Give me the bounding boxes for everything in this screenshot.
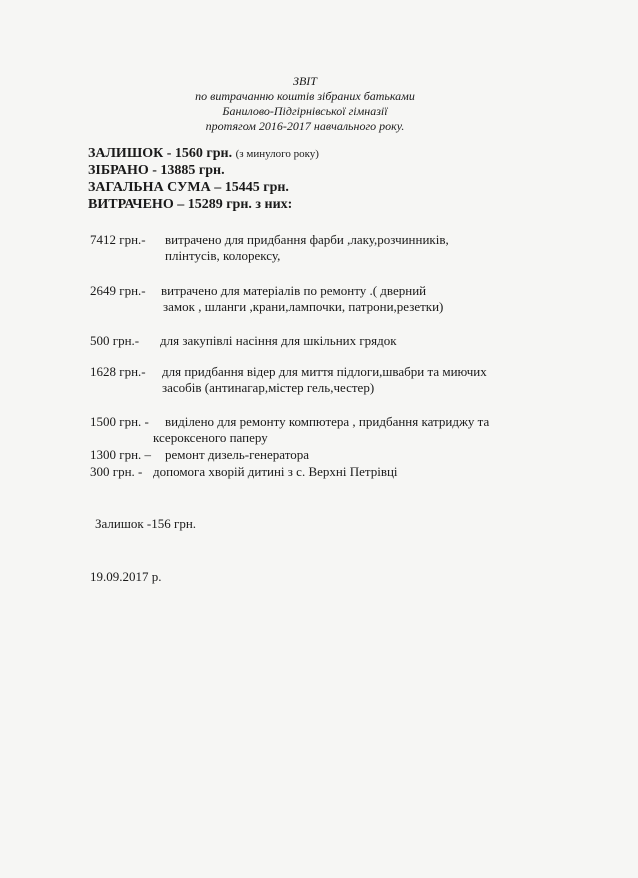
expense-amount: 300 грн. - <box>90 464 143 479</box>
expense-item <box>90 283 146 299</box>
expense-amount: 1500 грн. - <box>90 414 149 429</box>
expense-amount: 1628 грн.- <box>90 364 146 379</box>
expense-item <box>90 232 146 248</box>
report-date: 19.09.2017 р. <box>90 569 162 584</box>
report-title: ЗВІТ <box>293 74 317 88</box>
expense-item <box>90 464 142 480</box>
expense-item <box>90 447 151 463</box>
expense-description-line-1: для закупівлі насіння для шкільних грядок <box>160 333 397 348</box>
summary-balance <box>88 146 319 162</box>
expense-amount: 2649 грн.- <box>90 283 146 298</box>
summary-balance-label: ЗАЛИШОК - 1560 грн. <box>88 146 236 161</box>
expense-amount: 500 грн.- <box>90 333 140 348</box>
report-subtitle-line-2: Банилово-Підгірнівської гімназії <box>222 104 388 118</box>
expense-description-line-1: виділено для ремонту компютера , придбання катриджу та <box>165 414 490 429</box>
expense-item <box>90 333 139 349</box>
expense-amount: 1300 грн. – <box>90 447 152 462</box>
expense-description-line-1: допомога хворій дитині з с. Верхні Петрівці <box>153 464 398 479</box>
expense-description-line-2: ксероксеного паперу <box>153 430 268 445</box>
expense-description-line-1: ремонт дизель-генератора <box>165 447 309 462</box>
report-subtitle-line-3: протягом 2016-2017 навчального року. <box>205 119 405 133</box>
summary-spent: ВИТРАЧЕНО – 15289 грн. з них: <box>88 197 293 212</box>
remainder-text: Залишок -156 грн. <box>95 516 197 531</box>
expense-item <box>90 364 146 380</box>
summary-collected: ЗІБРАНО - 13885 грн. <box>88 163 225 178</box>
summary-total: ЗАГАЛЬНА СУМА – 15445 грн. <box>88 180 289 195</box>
expense-description-line-1: витрачено для придбання фарби ,лаку,розчинників, <box>165 232 449 247</box>
expense-description-line-1: витрачено для матеріалів по ремонту .( дверний <box>161 283 427 298</box>
expense-description-line-2: плінтусів, колорексу, <box>165 248 281 263</box>
expense-description-line-2: замок , шланги ,крани,лампочки, патрони,резетки) <box>163 299 444 314</box>
report-subtitle-line-1: по витрачанню коштів зібраних батьками <box>195 89 415 103</box>
report-header <box>150 74 460 134</box>
expense-description-line-1: для придбання відер для миття підлоги,швабри та миючих <box>162 364 487 379</box>
expense-item <box>90 414 149 430</box>
expense-description-line-2: засобів (антинагар,містер гель,честер) <box>162 380 375 395</box>
summary-balance-note: (з минулого року) <box>235 148 319 160</box>
expense-amount: 7412 грн.- <box>90 232 146 247</box>
